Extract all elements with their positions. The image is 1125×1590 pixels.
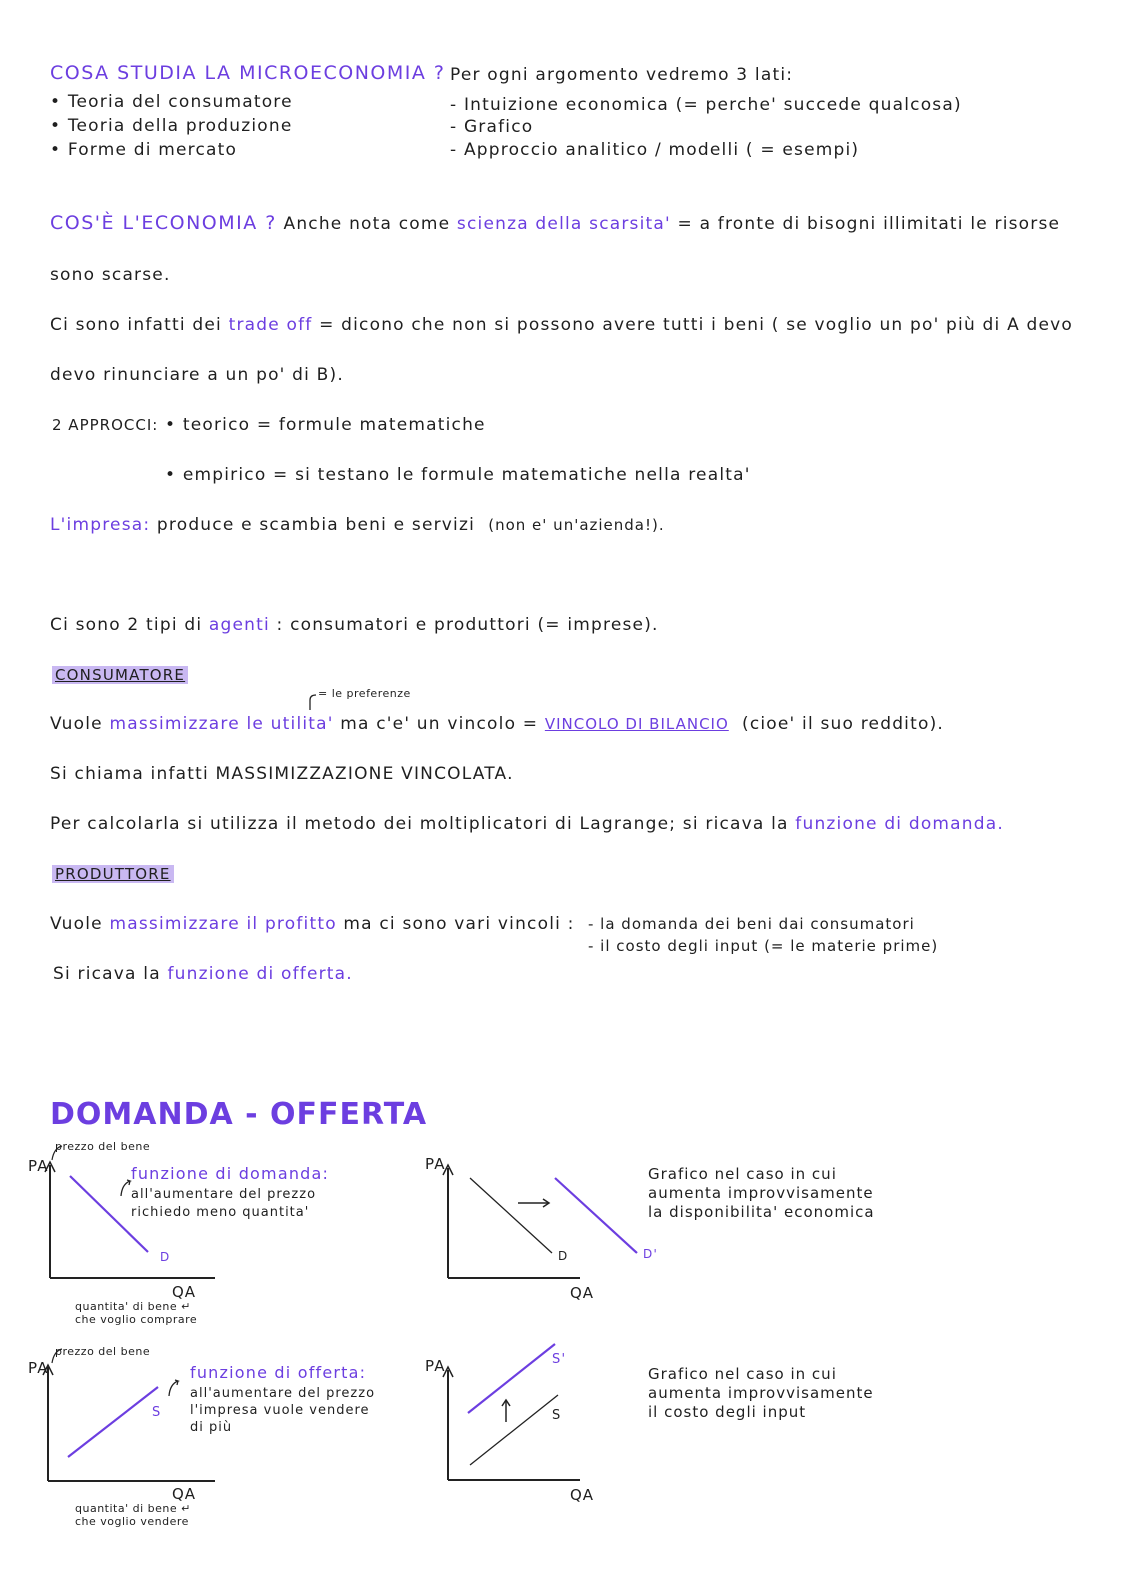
- text: sono scarse.: [50, 265, 171, 285]
- curve-label-s: S: [152, 1405, 162, 1420]
- curve-label-d2: D': [643, 1247, 658, 1261]
- supply-shift-graph: [440, 1360, 620, 1490]
- text: ma ci sono vari vincoli :: [343, 914, 575, 934]
- y-axis-label: PA: [425, 1155, 446, 1173]
- text: devo rinunciare a un po' di B).: [50, 365, 344, 385]
- term-scarcity: scienza della scarsita': [456, 214, 671, 234]
- supply-desc: di più: [190, 1420, 233, 1435]
- term-agenti: agenti: [208, 615, 270, 635]
- text: (cioe' il suo reddito).: [742, 714, 945, 734]
- demand-desc: all'aumentare del prezzo: [131, 1187, 317, 1202]
- text: Anche nota come: [283, 214, 451, 234]
- section1-title: COSA STUDIA LA MICROECONOMIA ?: [50, 62, 446, 84]
- tradeoff-line: [50, 315, 1073, 335]
- supply-line: [53, 964, 353, 984]
- topic-item: • Teoria del consumatore: [50, 92, 293, 112]
- text: ma c'e' un vincolo =: [340, 714, 539, 734]
- term-profit: massimizzare il profitto: [109, 914, 337, 934]
- price-note: prezzo del bene: [55, 1345, 151, 1358]
- constraint-item: - il costo degli input (= le materie prime): [588, 937, 939, 955]
- text: = dicono che non si possono avere tutti i beni ( se voglio un po' più di A devo: [319, 315, 1074, 335]
- text: Si ricava la: [53, 964, 161, 984]
- demand-desc: richiedo meno quantita': [131, 1205, 310, 1220]
- price-note: prezzo del bene: [55, 1140, 151, 1153]
- shift-desc: aumenta improvvisamente: [648, 1384, 874, 1402]
- agents-line: [50, 615, 659, 635]
- y-axis-label: PA: [28, 1359, 49, 1377]
- demand-shift-graph: [440, 1160, 680, 1290]
- text: : consumatori e produttori (= imprese).: [276, 615, 659, 635]
- lagrange-line: [50, 814, 1004, 834]
- market-title: DOMANDA - OFFERTA: [50, 1097, 428, 1132]
- term-supply-function: funzione di offerta.: [167, 964, 353, 984]
- qty-note: che voglio vendere: [75, 1515, 189, 1528]
- text: produce e scambia beni e servizi: [156, 515, 476, 535]
- shift-desc: il costo degli input: [648, 1403, 807, 1421]
- demand-title: funzione di domanda:: [131, 1164, 330, 1183]
- side-item: - Approccio analitico / modelli ( = esempi): [450, 140, 860, 160]
- term-budget: VINCOLO DI BILANCIO: [544, 715, 729, 733]
- qty-note: quantita' di bene ↵: [75, 1502, 191, 1515]
- demand-curve-d: [470, 1178, 552, 1253]
- shift-desc: la disponibilita' economica: [648, 1203, 875, 1221]
- term-tradeoff: trade off: [228, 315, 313, 335]
- producer-heading: PRODUTTORE: [52, 864, 174, 884]
- supply-curve: [68, 1387, 158, 1457]
- shift-desc: Grafico nel caso in cui: [648, 1165, 837, 1183]
- text: Ci sono infatti dei: [50, 315, 222, 335]
- economy-paragraph-line: [50, 212, 1060, 234]
- qty-note: quantita' di bene ↵: [75, 1300, 191, 1313]
- constraint-item: - la domanda dei beni dai consumatori: [588, 915, 915, 933]
- supply-title: funzione di offerta:: [190, 1363, 367, 1382]
- term-impresa: L'impresa:: [50, 515, 151, 535]
- supply-curve-s: [470, 1395, 558, 1465]
- y-axis-label: PA: [28, 1157, 49, 1175]
- approaches-label: 2 APPROCCI:: [52, 416, 159, 434]
- impresa-line: [50, 515, 665, 535]
- text: (non e' un'azienda!).: [488, 516, 665, 534]
- qty-note: che voglio comprare: [75, 1313, 198, 1326]
- preferences-note: = le preferenze: [318, 687, 411, 700]
- consumer-line: [50, 714, 944, 734]
- x-axis-label: QA: [172, 1485, 197, 1503]
- curve-label-d: D: [558, 1249, 569, 1263]
- consumer-heading: CONSUMATORE: [52, 665, 188, 685]
- supply-desc: l'impresa vuole vendere: [190, 1403, 370, 1418]
- supply-graph: [40, 1345, 200, 1495]
- text: Vuole: [50, 914, 103, 934]
- approach-item: • teorico = formule matematiche: [165, 415, 486, 435]
- topic-item: • Forme di mercato: [50, 140, 238, 160]
- sides-intro: Per ogni argomento vedremo 3 lati:: [450, 65, 794, 85]
- curve-label-s: S: [552, 1408, 562, 1423]
- section2-title: COS'È L'ECONOMIA ?: [50, 212, 277, 234]
- topic-item: • Teoria della produzione: [50, 116, 293, 136]
- producer-line: [50, 914, 575, 934]
- approach-item: • empirico = si testano le formule matematiche nella realta': [165, 465, 751, 485]
- side-item: - Grafico: [450, 117, 534, 137]
- text: Ci sono 2 tipi di: [50, 615, 203, 635]
- x-axis-label: QA: [570, 1486, 595, 1504]
- term-utility: massimizzare le utilita': [109, 714, 334, 734]
- text: = a fronte di bisogni illimitati le risorse: [677, 214, 1061, 234]
- text: Si chiama infatti MASSIMIZZAZIONE VINCOLATA.: [50, 764, 514, 784]
- text: Per calcolarla si utilizza il metodo dei moltiplicatori di Lagrange; si ricava la: [50, 814, 789, 834]
- arrow-icon: [166, 1378, 186, 1398]
- x-axis-label: QA: [172, 1283, 197, 1301]
- curve-label-d: D: [160, 1250, 171, 1264]
- supply-desc: all'aumentare del prezzo: [190, 1386, 376, 1401]
- text: Vuole: [50, 714, 103, 734]
- y-axis-label: PA: [425, 1357, 446, 1375]
- supply-curve-s2: [468, 1344, 555, 1413]
- term-demand-function: funzione di domanda.: [795, 814, 1004, 834]
- shift-desc: Grafico nel caso in cui: [648, 1365, 837, 1383]
- side-item: - Intuizione economica (= perche' succede qualcosa): [450, 95, 962, 115]
- x-axis-label: QA: [570, 1284, 595, 1302]
- curve-label-s2: S': [552, 1352, 567, 1367]
- shift-desc: aumenta improvvisamente: [648, 1184, 874, 1202]
- demand-curve-d2: [555, 1178, 637, 1253]
